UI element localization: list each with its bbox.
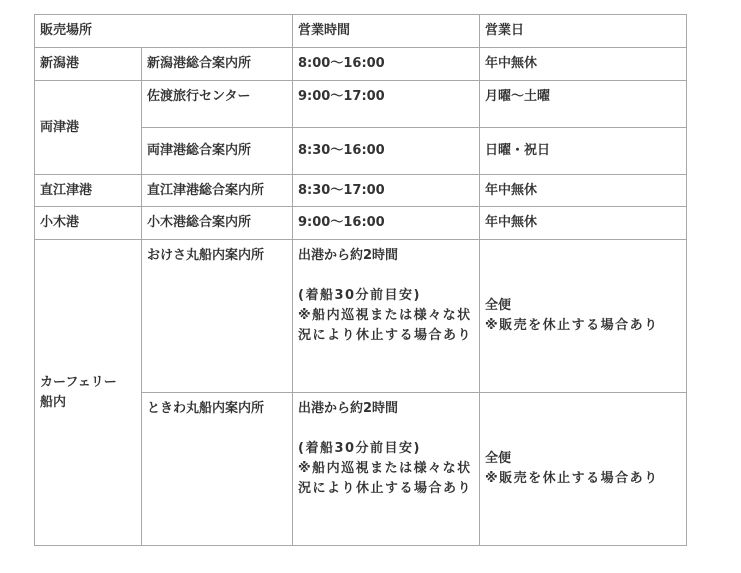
hours-note: ※船内巡視または様々な状況により休止する場合あり <box>298 308 473 343</box>
table-row <box>35 175 687 207</box>
line-gap <box>298 266 474 286</box>
header-days: 営業日 <box>480 15 687 48</box>
header-hours: 営業時間 <box>293 15 480 48</box>
place-cell: 両津港 <box>35 81 142 175</box>
hours-cell: 9:00〜16:00 <box>293 207 480 240</box>
place-cell: 小木港 <box>35 207 142 240</box>
table-header-row <box>35 15 687 48</box>
days-line: 全便 <box>485 451 512 466</box>
line-gap <box>298 419 474 439</box>
header-place: 販売場所 <box>35 15 293 48</box>
hours-note: ※船内巡視または様々な状況により休止する場合あり <box>298 461 473 496</box>
place-cell: 新潟港 <box>35 48 142 81</box>
days-cell: 年中無休 <box>480 175 687 207</box>
hours-line: (着船30分前目安) <box>298 288 421 303</box>
place-line: カーフェリー <box>40 374 117 390</box>
table-row <box>35 207 687 240</box>
days-note: ※販売を休止する場合あり <box>485 471 659 486</box>
days-line: 全便 <box>485 298 512 313</box>
hours-cell: 8:30〜16:00 <box>293 128 480 175</box>
place-line: 船内 <box>40 394 67 410</box>
hours-cell: 8:00〜16:00 <box>293 48 480 81</box>
hours-cell: 8:30〜17:00 <box>293 175 480 207</box>
hours-line: (着船30分前目安) <box>298 441 421 456</box>
office-cell: 佐渡旅行センター <box>142 81 293 128</box>
days-cell: 年中無休 <box>480 207 687 240</box>
table-row <box>35 240 687 393</box>
hours-cell <box>293 393 480 546</box>
hours-line: 出港から約2時間 <box>298 248 399 263</box>
hours-cell: 9:00〜17:00 <box>293 81 480 128</box>
days-cell: 日曜・祝日 <box>480 128 687 175</box>
days-cell <box>480 393 687 546</box>
office-cell: 両津港総合案内所 <box>142 128 293 175</box>
office-cell: おけさ丸船内案内所 <box>142 240 293 393</box>
office-cell: 新潟港総合案内所 <box>142 48 293 81</box>
days-cell <box>480 240 687 393</box>
place-cell: 直江津港 <box>35 175 142 207</box>
days-cell: 月曜〜土曜 <box>480 81 687 128</box>
table-row <box>35 81 687 128</box>
table-row <box>35 48 687 81</box>
sales-schedule-table <box>34 14 687 546</box>
hours-cell <box>293 240 480 393</box>
hours-line: 出港から約2時間 <box>298 401 399 416</box>
days-note: ※販売を休止する場合あり <box>485 318 659 333</box>
office-cell: 直江津港総合案内所 <box>142 175 293 207</box>
office-cell: ときわ丸船内案内所 <box>142 393 293 546</box>
days-cell: 年中無休 <box>480 48 687 81</box>
place-cell <box>35 240 142 546</box>
office-cell: 小木港総合案内所 <box>142 207 293 240</box>
